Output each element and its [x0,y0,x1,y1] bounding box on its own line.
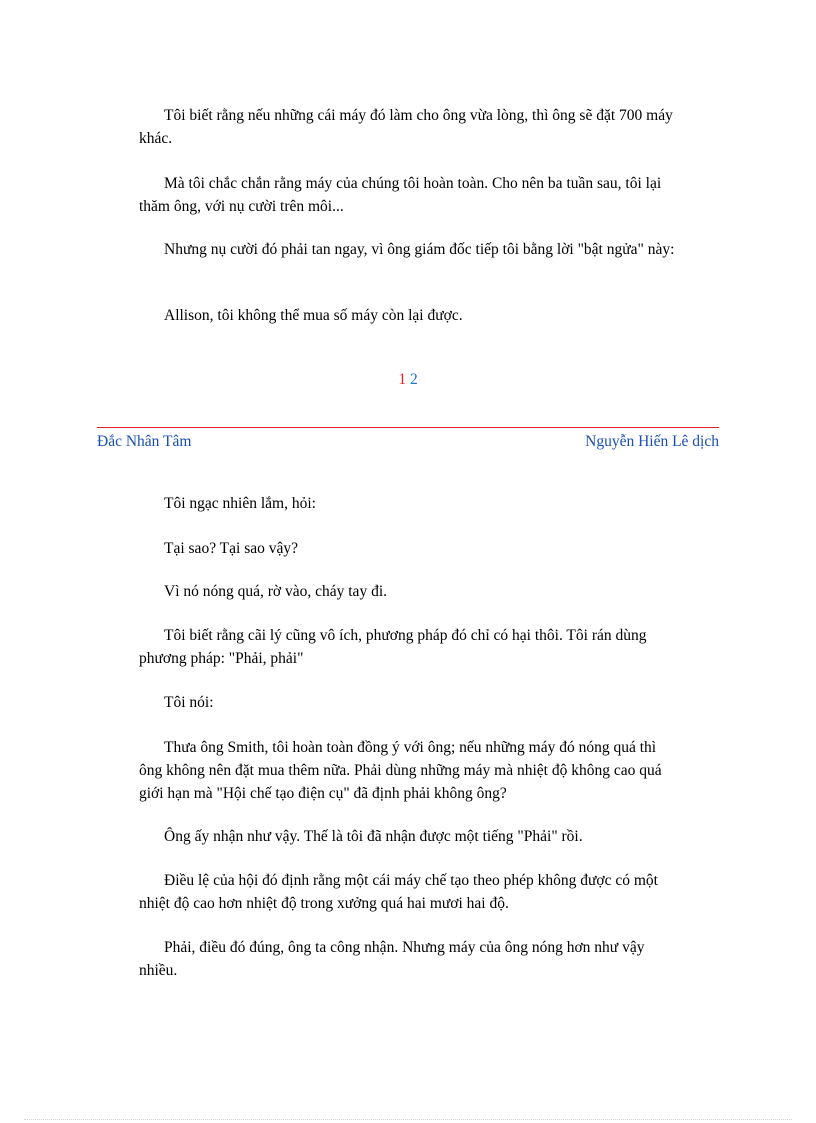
paragraph: Điều lệ của hội đó định rằng một cái máy chế tạo theo phép không được có một nhiệt độ cao hơn nhiệt độ trong xưởng quá hai mươi hai độ. [139,872,658,912]
paragraph: Vì nó nóng quá, rờ vào, cháy tay đi. [164,583,387,600]
paragraph: Ông ấy nhận như vậy. Thế là tôi đã nhận được một tiếng "Phải" rồi. [164,828,583,845]
translator-credit: Nguyễn Hiến Lê dịch [585,433,719,450]
page-number [0,370,816,390]
current-page-number: 1 [398,371,407,388]
paragraph: Phải, điều đó đúng, ông ta công nhận. Nhưng máy của ông nóng hơn như vậy nhiều. [139,939,645,979]
next-page-link[interactable]: 2 [409,371,418,388]
paragraph: Allison, tôi không thể mua số máy còn lại được. [164,307,463,324]
header-divider [97,427,719,428]
paragraph: Tôi nói: [164,694,214,711]
paragraph: Tôi biết rằng cãi lý cũng vô ích, phương pháp đó chỉ có hại thôi. Tôi rán dùng phương pháp: "Phải, phải" [139,627,647,667]
paragraph: Thưa ông Smith, tôi hoàn toàn đồng ý với ông; nếu những máy đó nóng quá thì ông không nên đặt mua thêm nữa. Phải dùng những máy mà nhiệt độ không cao quá giới hạn mà "Hội chế tạo điện cụ" đã định phải không ông? [139,739,662,802]
paragraph: Nhưng nụ cười đó phải tan ngay, vì ông giám đốc tiếp tôi bằng lời "bật ngửa" này: [164,241,675,258]
paragraph: Mà tôi chắc chắn rằng máy của chúng tôi hoàn toàn. Cho nên ba tuần sau, tôi lại thăm ông, với nụ cười trên môi... [139,175,662,215]
paragraph: Tôi biết rằng nếu những cái máy đó làm cho ông vừa lòng, thì ông sẽ đặt 700 máy khác. [139,107,673,147]
paragraph: Tại sao? Tại sao vậy? [164,540,298,557]
book-title: Đắc Nhân Tâm [97,433,192,450]
paragraph: Tôi ngạc nhiên lắm, hỏi: [164,495,316,512]
page-bottom-border [24,1119,792,1120]
